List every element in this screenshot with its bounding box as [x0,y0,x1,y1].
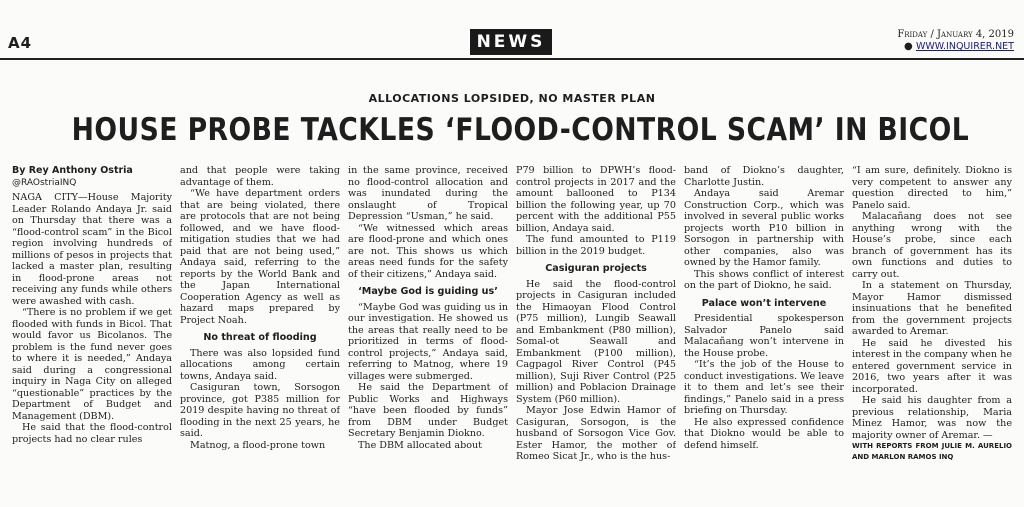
article-column-3 [348,165,508,505]
paragraph: Casiguran town, Sorsogon province, got P385 million for 2019 despite having no threat of flooding in the next 25 years, he said. [180,382,340,439]
paragraph: and that people were taking advantage of them. [180,165,340,188]
paragraph: “It’s the job of the House to conduct investigations. We leave it to them and let’s see their findings,” Panelo said in a press briefing on Thursday. [684,359,844,416]
paragraph: He said he divested his interest in the company when he entered government service in 2016, two years after it was incorporated. [852,337,1012,395]
paragraph: Matnog, a flood-prone town [190,439,326,451]
website-link[interactable]: WWW.INQUIRER.NET [915,41,1014,52]
paragraph: He said his daughter from a previous relationship, Maria Minez Hamor, was now the majority owner of Aremar. — [852,395,1012,441]
article-body [12,165,1012,505]
paragraph: Presidential spokesperson Salvador Panelo said Malacañang won’t intervene in the House probe. [684,313,844,359]
subhead: Palace won’t intervene [701,297,827,309]
subhead: No threat of flooding [203,332,317,343]
article-column-4 [516,165,676,505]
subhead: ‘Maybe God is guiding us’ [358,286,498,297]
kicker: ALLOCATIONS LOPSIDED, NO MASTER PLAN [368,92,656,105]
reporting-credit: WITH REPORTS FROM JULIE M. AURELIO AND MARLON RAMOS INQ [852,442,1012,461]
paragraph: Malacañang does not see anything wrong with the House’s probe, since each branch of government has its own functions and duties to carry out. [852,211,1012,280]
paragraph: “Maybe God was guiding us in our investigation. He showed us the areas that really need to be prioritized in terms of flood-control projects,” Andaya said, referring to Matnog, where 19 villages were submerged. [348,301,508,382]
paragraph: Andaya said Aremar Construction Corp., which was involved in several public works projects worth P10 billion in Sorsogon in partnership with other companies, also was owned by the Hamor family. [684,188,844,268]
paragraph: “We witnessed which areas are flood-prone and which ones are not. This shows us which areas need funds for the safety of their citizens,” Andaya said. [348,222,508,280]
header-rule [0,58,1024,60]
byline: By Rey Anthony Ostria [12,165,133,176]
paragraph: P79 billion to DPWH’s flood-control projects in 2017 and the amount ballooned to P134 billion the following year, up 70 percent with the additional P55 billion, Andaya said. [516,165,676,234]
paragraph: NAGA CITY—House Majority Leader Rolando Andaya Jr. said on Thursday that there was a “flood-control scam” in the Bicol region involving hundreds of millions of pesos in projects that lacked a master plan, resulting in flood-prone areas not receiving any funds while others were awashed with cash. [12,192,172,307]
paragraph: The DBM allocated about [358,439,483,451]
paragraph: In a statement on Thursday, Mayor Hamor dismissed insinuations that he benefited from the government projects awarded to Aremar. [852,280,1012,337]
paragraph: in the same province, received no flood-control allocation and was inundated during the onslaught of Tropical Depression “Usman,” he said. [348,165,508,222]
paragraph: The fund amounted to P119 billion in the 2019 budget. [516,234,676,257]
paragraph: Mayor Jose Edwin Hamor of Casiguran, Sorsogon, is the husband of Sorsogon Vice Gov. Ester Hamor, the mother of Romeo Sicat Jr., who is the hus- [516,405,676,462]
paragraph: This shows conflict of interest on the part of Diokno, he said. [684,268,844,291]
byline-handle: @RAOstriaINQ [12,178,77,188]
paragraph: There was also lopsided fund allocations among certain towns, Andaya said. [180,347,340,382]
article-column-2 [180,165,340,505]
article-column-5 [684,165,844,505]
globe-icon: ● [904,41,916,52]
paragraph: band of Diokno’s daughter, Charlotte Justin. [684,165,844,188]
page-number: A4 [8,34,33,52]
paragraph: “I am sure, definitely. Diokno is very competent to answer any question directed to him,” Panelo said. [852,165,1012,211]
section-label: NEWS [470,29,552,55]
subhead: Casiguran projects [545,263,647,274]
paragraph: He said that the flood-control projects had no clear rules [12,422,172,445]
paragraph: He also expressed confidence that Diokno would be able to defend himself. [684,416,844,451]
dateline [897,29,1014,53]
headline: HOUSE PROBE TACKLES ‘FLOOD-CONTROL SCAM’ IN BICOL [71,112,970,148]
paragraph: “We have department orders that are being violated, there are protocols that are not being followed, and we have flood-mitigation studies that we had paid that are not being used,” Andaya said, referring to the reports by the World Bank and the Japan International Cooperation Agency as well as hazard maps prepared by Project Noah. [180,188,340,326]
paragraph: He said the flood-control projects in Casiguran included the Himaoyan Flood Control (P75 million), Lungib Seawall and Embankment (P80 million), Somal-ot Seawall and Embankment (P100 million), Cagpagol River Control (P45 million), Suji River Control (P25 million) and Poblacion Drainage System (P60 million). [516,278,676,405]
paragraph: He said the Department of Public Works and Highways “have been flooded by funds” from DBM under Budget Secretary Benjamin Diokno. [348,382,508,439]
article-column-1 [12,165,172,505]
issue-date: Friday / January 4, 2019 [897,29,1014,40]
paragraph: “There is no problem if we get flooded with funds in Bicol. That would favor us Bicolanos. The problem is the fund never goes to where it is needed,” Andaya said during a congressional inquiry in Naga City on alleged “questionable” practices by the Department of Budget and Management (DBM). [12,307,172,422]
article-column-6 [852,165,1012,505]
